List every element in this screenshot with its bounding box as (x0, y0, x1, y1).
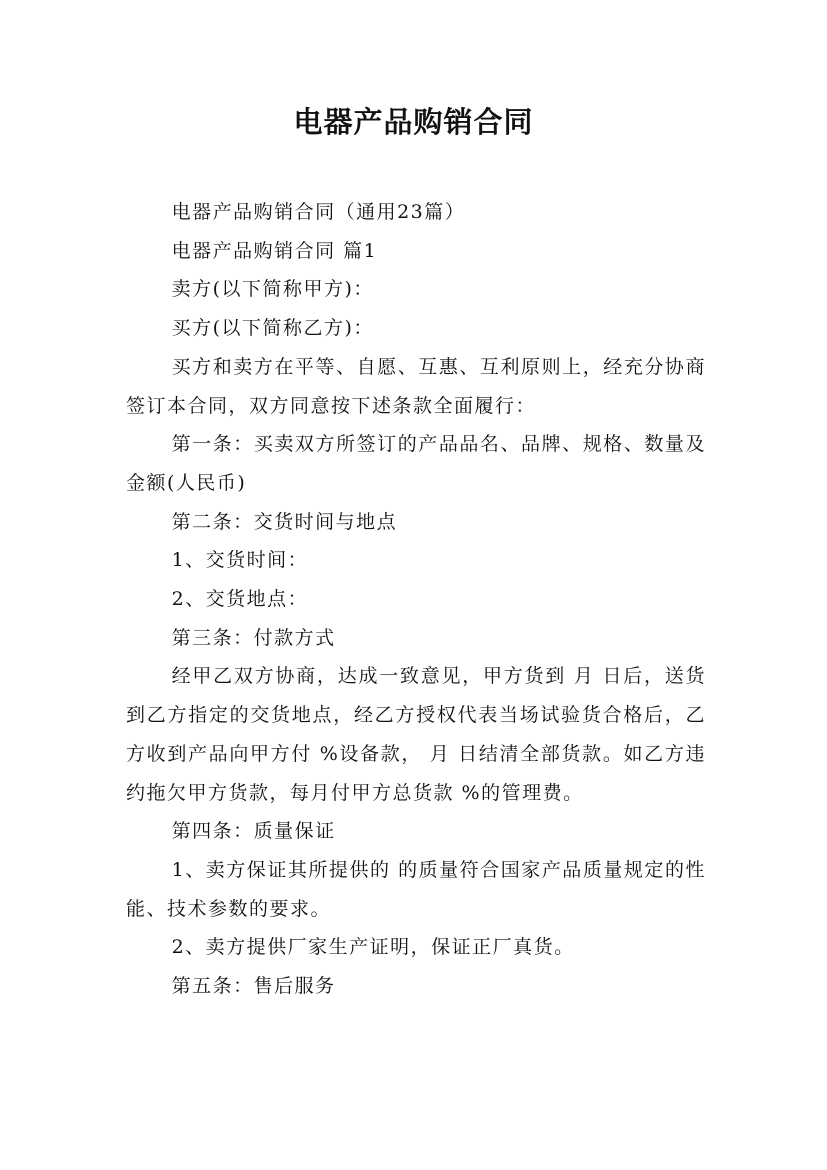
paragraph-preamble: 买方和卖方在平等、自愿、互惠、互利原则上，经充分协商签订本合同，双方同意按下述条款全面履行： (126, 355, 706, 417)
paragraph-quality-1: 1、卖方保证其所提供的 的质量符合国家产品质量规定的性能、技术参数的要求。 (126, 858, 706, 920)
document-title: 电器产品购销合同 (293, 105, 534, 139)
paragraph-article-4: 第四条：质量保证 (171, 820, 336, 843)
paragraph-delivery-place: 2、交货地点： (171, 588, 309, 611)
paragraph-payment-terms: 经甲乙双方协商，达成一致意见，甲方货到 月 日后，送货到乙方指定的交货地点，经乙方授权代表当场试验货合格后，乙方收到产品向甲方付 %设备款， 月 日结清全部货款。如乙方违约拖欠甲方货款，每月付甲方总货款 %的管理费。 (126, 665, 706, 804)
paragraph-quality-2: 2、卖方提供厂家生产证明，保证正厂真货。 (171, 936, 575, 959)
paragraph-seller: 卖方(以下简称甲方)： (171, 278, 374, 301)
paragraph-article-3: 第三条：付款方式 (171, 626, 336, 649)
document-body (126, 193, 706, 1006)
paragraph-article-5: 第五条：售后服务 (171, 975, 336, 998)
paragraph-section-heading: 电器产品购销合同 篇1 (171, 239, 378, 262)
paragraph-article-1: 第一条：买卖双方所签订的产品品名、品牌、规格、数量及金额(人民币) (126, 433, 706, 494)
paragraph-article-2: 第二条：交货时间与地点 (171, 510, 398, 533)
paragraph-subtitle: 电器产品购销合同（通用23篇） (171, 201, 466, 223)
paragraph-delivery-time: 1、交货时间： (171, 549, 309, 572)
paragraph-buyer: 买方(以下简称乙方)： (171, 317, 374, 340)
